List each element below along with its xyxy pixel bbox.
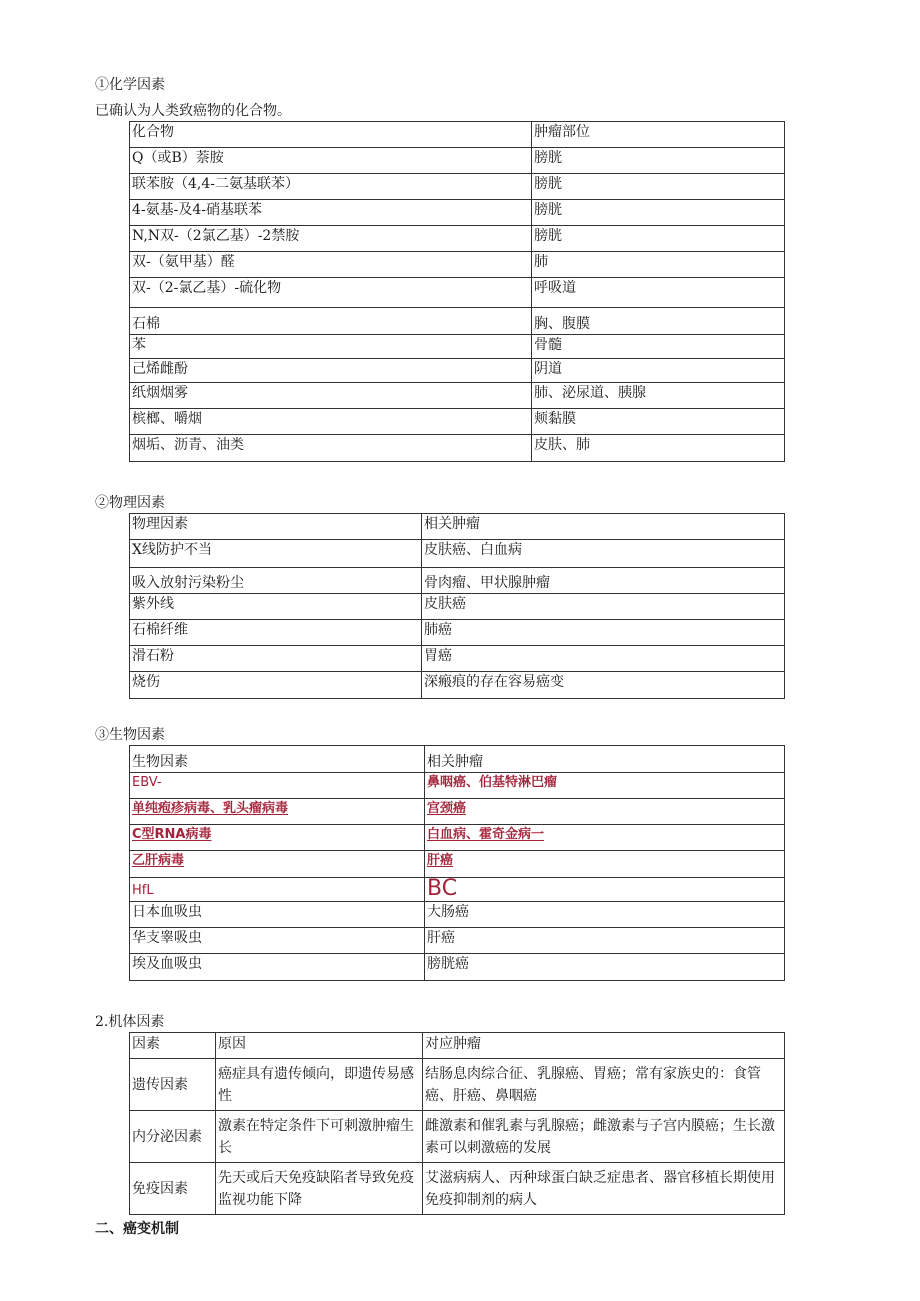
table-cell: 颊黏膜 <box>532 409 785 435</box>
table-header-row <box>130 514 785 540</box>
body-table <box>129 1032 785 1215</box>
table-row <box>130 954 785 981</box>
table-cell: 宫颈癌 <box>425 799 785 825</box>
table-cell: 膀胱 <box>532 148 785 174</box>
table-row <box>130 359 785 383</box>
table-cell: 紫外线 <box>130 594 422 620</box>
column-header: 物理因素 <box>130 514 422 540</box>
table-cell: 吸入放射污染粉尘 <box>130 568 422 594</box>
table-cell: 肺、泌尿道、胰腺 <box>532 383 785 409</box>
table-cell: 肺 <box>532 252 785 278</box>
table-row <box>130 383 785 409</box>
table-cell: 槟榔、嚼烟 <box>130 409 532 435</box>
chem-heading: ①化学因素 <box>95 77 165 93</box>
table-cell: 癌症具有遗传倾向，即遗传易感性 <box>216 1059 423 1111</box>
table-cell: 膀胱癌 <box>425 954 785 981</box>
column-header: 原因 <box>216 1033 423 1059</box>
column-header: 因素 <box>130 1033 216 1059</box>
table-cell: 雌激素和催乳素与乳腺癌；雌激素与子宫内膜癌；生长激素可以刺激癌的发展 <box>423 1111 785 1163</box>
table-cell: 肝癌 <box>425 928 785 954</box>
table-cell: HfL <box>130 878 425 902</box>
bio-heading: ③生物因素 <box>95 727 165 743</box>
table-cell: 皮肤、肺 <box>532 435 785 462</box>
table-cell: 双-（氨甲基）醛 <box>130 252 532 278</box>
table-row <box>130 568 785 594</box>
column-header: 相关肿瘤 <box>422 514 785 540</box>
table-row <box>130 174 785 200</box>
table-cell: 肝癌 <box>425 851 785 878</box>
column-header: 相关肿瘤 <box>425 746 785 773</box>
column-header: 化合物 <box>130 122 532 148</box>
chem-table <box>129 121 785 462</box>
table-header-row <box>130 1033 785 1059</box>
table-cell: 肺癌 <box>422 620 785 646</box>
table-cell: 膀胱 <box>532 200 785 226</box>
table-row <box>130 200 785 226</box>
table-cell: 4-氨基-及4-硝基联苯 <box>130 200 532 226</box>
table-row <box>130 851 785 878</box>
table-cell: Q（或B）萘胺 <box>130 148 532 174</box>
table-row <box>130 878 785 902</box>
table-cell: 结肠息肉综合征、乳腺癌、胃癌；常有家族史的：食管癌、肝癌、鼻咽癌 <box>423 1059 785 1111</box>
section-heading: 二、癌变机制 <box>95 1221 179 1237</box>
table-row <box>130 148 785 174</box>
column-header: 生物因素 <box>130 746 425 773</box>
table-row <box>130 928 785 954</box>
body-heading: 2.机体因素 <box>95 1014 165 1030</box>
table-cell: 烟垢、沥青、油类 <box>130 435 532 462</box>
chem-intro: 已确认为人类致癌物的化合物。 <box>95 103 291 119</box>
table-cell: 皮肤癌、白血病 <box>422 540 785 568</box>
table-cell: 激素在特定条件下可刺激肿瘤生长 <box>216 1111 423 1163</box>
table-cell: 艾滋病病人、丙种球蛋白缺乏症患者、器官移植长期使用免疫抑制剂的病人 <box>423 1163 785 1215</box>
table-row <box>130 435 785 462</box>
phys-table <box>129 513 785 699</box>
table-cell: 鼻咽癌、伯基特淋巴瘤 <box>425 773 785 799</box>
table-cell: 烧伤 <box>130 672 422 699</box>
table-row <box>130 902 785 928</box>
table-cell: 免疫因素 <box>130 1163 216 1215</box>
table-cell: X线防护不当 <box>130 540 422 568</box>
table-cell: 先天或后天免疫缺陷者导致免疫监视功能下降 <box>216 1163 423 1215</box>
table-cell: 日本血吸虫 <box>130 902 425 928</box>
table-cell: 胸、腹膜 <box>532 308 785 335</box>
table-cell: 膀胱 <box>532 174 785 200</box>
table-cell: BC <box>425 878 785 902</box>
table-cell: 华支睾吸虫 <box>130 928 425 954</box>
table-cell: EBV- <box>130 773 425 799</box>
table-cell: 皮肤癌 <box>422 594 785 620</box>
table-row <box>130 226 785 252</box>
table-cell: 骨髓 <box>532 335 785 359</box>
table-cell: 联苯胺（4,4-二氨基联苯） <box>130 174 532 200</box>
table-cell: 石棉纤维 <box>130 620 422 646</box>
table-cell: C型RNA病毒 <box>130 825 425 851</box>
table-cell: 胃癌 <box>422 646 785 672</box>
table-cell: 内分泌因素 <box>130 1111 216 1163</box>
column-header: 肿瘤部位 <box>532 122 785 148</box>
table-cell: 纸烟烟雾 <box>130 383 532 409</box>
table-cell: 苯 <box>130 335 532 359</box>
table-cell: 膀胱 <box>532 226 785 252</box>
table-row <box>130 1111 785 1163</box>
table-cell: 单纯疱疹病毒、乳头瘤病毒 <box>130 799 425 825</box>
table-row <box>130 773 785 799</box>
table-cell: 深瘢痕的存在容易癌变 <box>422 672 785 699</box>
table-row <box>130 278 785 308</box>
table-row <box>130 620 785 646</box>
column-header: 对应肿瘤 <box>423 1033 785 1059</box>
table-row <box>130 672 785 699</box>
table-row <box>130 335 785 359</box>
table-cell: 双-（2-氯乙基）-硫化物 <box>130 278 532 308</box>
table-cell: 己烯雌酚 <box>130 359 532 383</box>
phys-heading: ②物理因素 <box>95 495 165 511</box>
table-cell: 骨肉瘤、甲状腺肿瘤 <box>422 568 785 594</box>
bio-table <box>129 745 785 981</box>
table-row <box>130 252 785 278</box>
table-cell: 埃及血吸虫 <box>130 954 425 981</box>
table-row <box>130 594 785 620</box>
table-cell: 滑石粉 <box>130 646 422 672</box>
table-cell: 乙肝病毒 <box>130 851 425 878</box>
table-cell: 大肠癌 <box>425 902 785 928</box>
table-header-row <box>130 746 785 773</box>
table-row <box>130 409 785 435</box>
table-cell: 呼吸道 <box>532 278 785 308</box>
table-row <box>130 1163 785 1215</box>
table-cell: N,N双-（2氯乙基）-2禁胺 <box>130 226 532 252</box>
table-row <box>130 1059 785 1111</box>
table-row <box>130 540 785 568</box>
table-cell: 遗传因素 <box>130 1059 216 1111</box>
table-row <box>130 799 785 825</box>
table-row <box>130 308 785 335</box>
table-cell: 白血病、霍奇金病一 <box>425 825 785 851</box>
table-cell: 石棉 <box>130 308 532 335</box>
table-cell: 阴道 <box>532 359 785 383</box>
table-row <box>130 825 785 851</box>
table-row <box>130 646 785 672</box>
table-header-row <box>130 122 785 148</box>
